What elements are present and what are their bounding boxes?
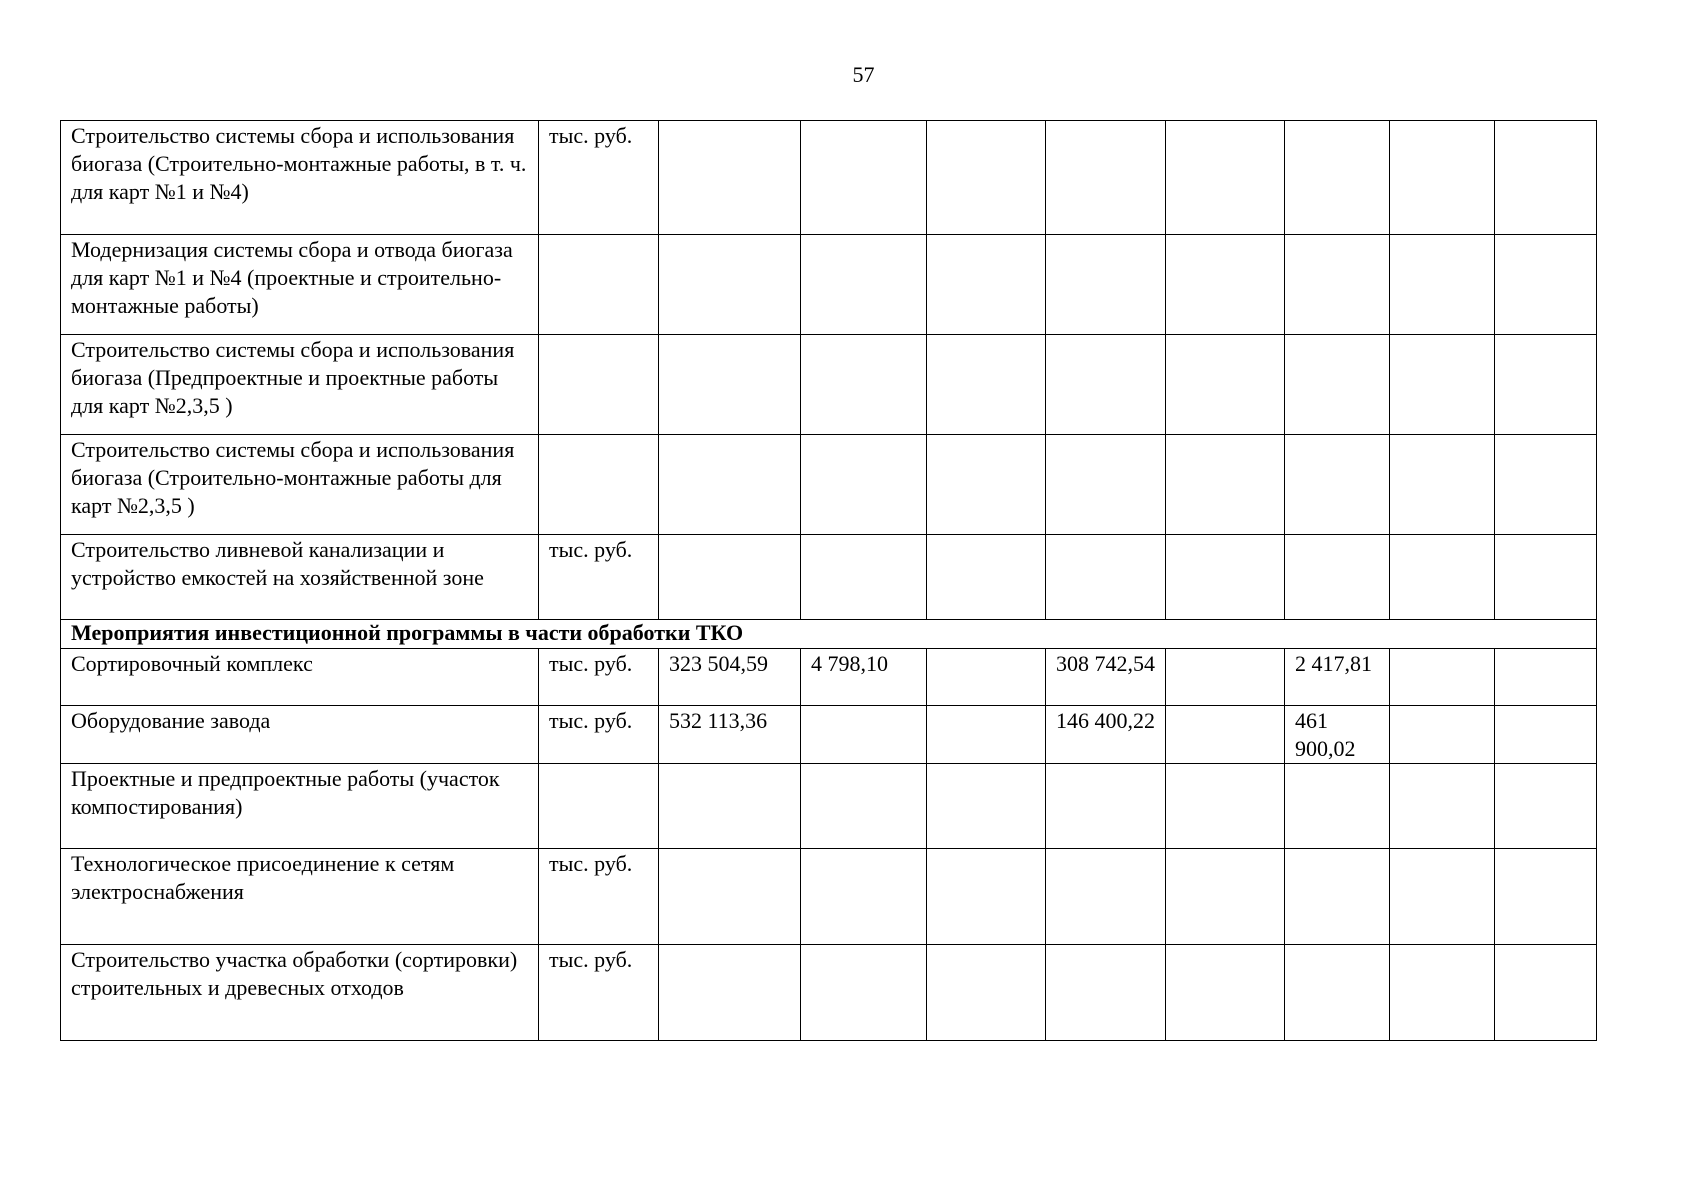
cell: [801, 764, 927, 849]
cell: [801, 435, 927, 535]
row-unit: [539, 764, 659, 849]
row-unit: тыс. руб.: [539, 649, 659, 706]
row-unit: [539, 435, 659, 535]
cell: [1166, 435, 1285, 535]
cell: 461 900,02: [1285, 706, 1390, 764]
cell: [801, 706, 927, 764]
row-unit: [539, 235, 659, 335]
cell: [1495, 235, 1597, 335]
table-row: [61, 121, 1597, 235]
cell: [1495, 945, 1597, 1041]
table-row: [61, 235, 1597, 335]
cell: [1390, 121, 1495, 235]
cell: [1285, 849, 1390, 945]
cell: [927, 121, 1046, 235]
cell: [801, 121, 927, 235]
cell: [927, 335, 1046, 435]
row-name: Строительство системы сбора и использования биогаза (Предпроектные и проектные работы для карт №2,3,5 ): [61, 335, 539, 435]
cell: [1495, 435, 1597, 535]
cell: [1390, 435, 1495, 535]
cell: [1166, 235, 1285, 335]
table-row: [61, 849, 1597, 945]
cell: [1046, 235, 1166, 335]
cell: [927, 649, 1046, 706]
cell: [1046, 435, 1166, 535]
cell: [659, 435, 801, 535]
cell: [1495, 706, 1597, 764]
cell: [1390, 235, 1495, 335]
table-row: [61, 764, 1597, 849]
cell: [1495, 649, 1597, 706]
investment-table: [60, 120, 1597, 1041]
cell: [927, 435, 1046, 535]
row-unit: тыс. руб.: [539, 121, 659, 235]
row-name: Оборудование завода: [61, 706, 539, 764]
cell: [927, 235, 1046, 335]
cell: [927, 535, 1046, 620]
cell: [927, 706, 1046, 764]
cell: [659, 945, 801, 1041]
cell: [1046, 945, 1166, 1041]
cell: [1285, 121, 1390, 235]
cell: [659, 764, 801, 849]
cell: [801, 535, 927, 620]
cell: [927, 945, 1046, 1041]
cell: 4 798,10: [801, 649, 927, 706]
row-name: Строительство системы сбора и использования биогаза (Строительно-монтажные работы для карт №2,3,5 ): [61, 435, 539, 535]
cell: [1495, 849, 1597, 945]
cell: [1166, 706, 1285, 764]
row-unit: тыс. руб.: [539, 706, 659, 764]
cell: [659, 849, 801, 945]
cell: 308 742,54: [1046, 649, 1166, 706]
cell: [1495, 535, 1597, 620]
cell: [1166, 335, 1285, 435]
cell: [1166, 121, 1285, 235]
row-name: Технологическое присоединение к сетям электроснабжения: [61, 849, 539, 945]
row-name: Сортировочный комплекс: [61, 649, 539, 706]
cell: [1390, 764, 1495, 849]
cell: [1285, 335, 1390, 435]
table-row: [61, 535, 1597, 620]
row-name: Строительство системы сбора и использования биогаза (Строительно-монтажные работы, в т. ч. для карт №1 и №4): [61, 121, 539, 235]
cell: [1166, 945, 1285, 1041]
cell: [1495, 121, 1597, 235]
row-name: Модернизация системы сбора и отвода биогаза для карт №1 и №4 (проектные и строительно-монтажные работы): [61, 235, 539, 335]
cell: [1046, 764, 1166, 849]
cell: [659, 535, 801, 620]
cell: [1390, 849, 1495, 945]
cell: [1166, 764, 1285, 849]
cell: [801, 335, 927, 435]
cell: [927, 764, 1046, 849]
cell: 146 400,22: [1046, 706, 1166, 764]
cell: [1495, 335, 1597, 435]
table-row: [61, 706, 1597, 764]
cell: [927, 849, 1046, 945]
cell: [1390, 335, 1495, 435]
row-unit: [539, 335, 659, 435]
cell: 2 417,81: [1285, 649, 1390, 706]
cell: [801, 849, 927, 945]
table-row: [61, 335, 1597, 435]
cell: [1390, 945, 1495, 1041]
cell: [1166, 649, 1285, 706]
section-header-row: [61, 620, 1597, 649]
cell: [659, 335, 801, 435]
table-row: [61, 435, 1597, 535]
table-row: [61, 945, 1597, 1041]
cell: [659, 121, 801, 235]
cell: [1166, 535, 1285, 620]
page-number: 57: [852, 62, 875, 87]
cell: [1046, 535, 1166, 620]
row-name: Проектные и предпроектные работы (участок компостирования): [61, 764, 539, 849]
cell: [1046, 849, 1166, 945]
cell: [801, 945, 927, 1041]
cell: [1285, 435, 1390, 535]
cell: 323 504,59: [659, 649, 801, 706]
cell: [801, 235, 927, 335]
table-row: [61, 649, 1597, 706]
cell: [1046, 335, 1166, 435]
cell: [659, 235, 801, 335]
cell: [1285, 764, 1390, 849]
row-unit: тыс. руб.: [539, 535, 659, 620]
row-unit: тыс. руб.: [539, 945, 659, 1041]
cell: 532 113,36: [659, 706, 801, 764]
row-name: Строительство ливневой канализации и устройство емкостей на хозяйственной зоне: [61, 535, 539, 620]
cell: [1285, 235, 1390, 335]
cell: [1390, 706, 1495, 764]
cell: [1166, 849, 1285, 945]
cell: [1390, 535, 1495, 620]
row-name: Строительство участка обработки (сортировки) строительных и древесных отходов: [61, 945, 539, 1041]
cell: [1046, 121, 1166, 235]
row-unit: тыс. руб.: [539, 849, 659, 945]
cell: [1390, 649, 1495, 706]
cell: [1285, 945, 1390, 1041]
cell: [1285, 535, 1390, 620]
section-title: Мероприятия инвестиционной программы в части обработки ТКО: [61, 620, 1597, 649]
cell: [1495, 764, 1597, 849]
